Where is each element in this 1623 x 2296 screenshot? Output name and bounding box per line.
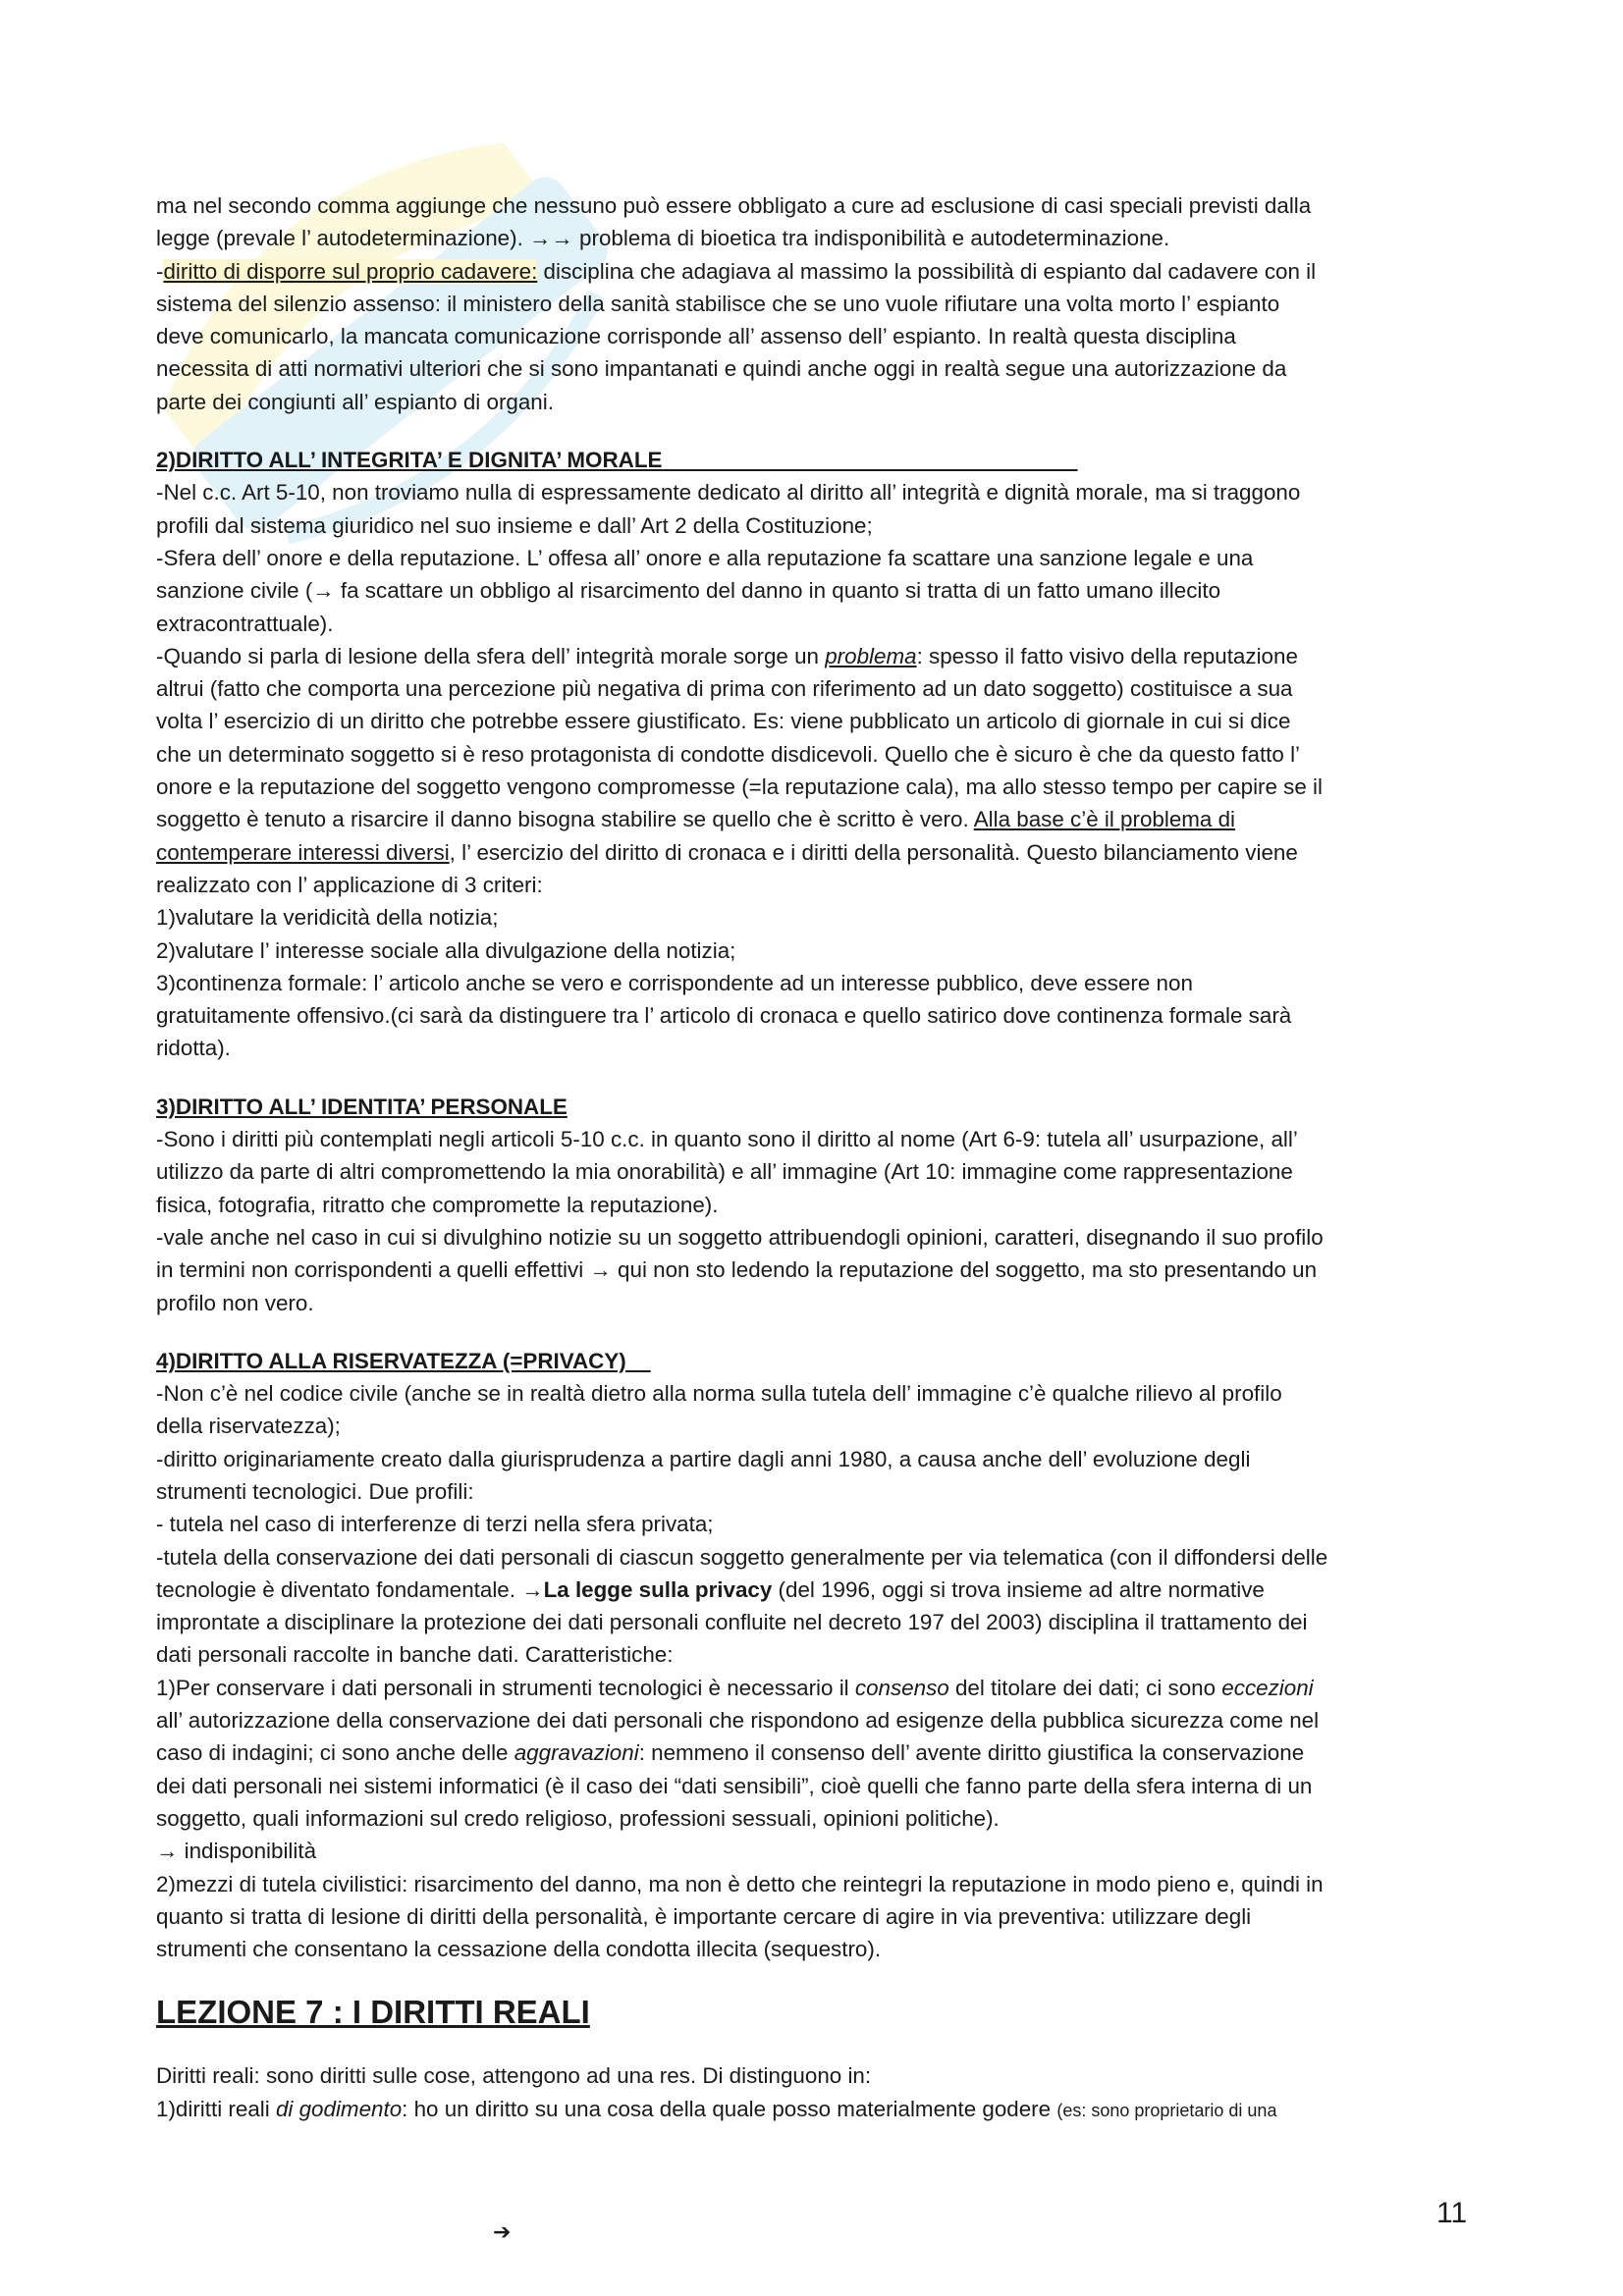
- text-line: all’ autorizzazione della conservazione dei dati personali che rispondono ad esigenze della pubblica sicurezza come nel: [156, 1708, 1320, 1734]
- text-line: che un determinato soggetto si è reso protagonista di condotte disdicevoli. Quello che è sicuro è che da questo fatto l’: [156, 741, 1301, 767]
- text-span: del titolare dei dati; ci sono: [948, 1675, 1222, 1700]
- underlined-phrase: diritto di disporre sul proprio cadavere:: [163, 258, 538, 284]
- text-line: -Non c’è nel codice civile (anche se in realtà dietro alla norma sulla tutela dell’ immagine c’è qualche rilievo al profilo: [156, 1381, 1282, 1407]
- text-line: realizzato con l’ applicazione di 3 criteri:: [156, 872, 543, 897]
- heading-text: 2)DIRITTO ALL’ INTEGRITA’ E DIGNITA’ MORALE: [156, 448, 663, 473]
- text-line: [156, 574, 1477, 607]
- text-line: [156, 1835, 1477, 1867]
- text-line: [156, 640, 1477, 672]
- text-span: : nemmeno il consenso dell’ avente diritto giustifica la conservazione: [638, 1740, 1305, 1766]
- text-line: Diritti reali: sono diritti sulle cose, attengono ad una res. Di distinguono in:: [156, 2063, 872, 2089]
- text-span: problema di bioetica tra indisponibilità e autodeterminazione.: [572, 226, 1170, 251]
- text-line: gratuitamente offensivo.(ci sarà da distinguere tra l’ articolo di cronaca e quello satirico dove continenza formale sarà: [156, 1003, 1292, 1029]
- page-number: 11: [1436, 2197, 1468, 2229]
- text-line: 1)valutare la veridicità della notizia;: [156, 905, 499, 931]
- arrow-icon: →: [156, 1839, 179, 1864]
- text-span: legge (prevale l’ autodeterminazione).: [156, 226, 530, 251]
- text-line: 2)valutare l’ interesse sociale alla divulgazione della notizia;: [156, 937, 736, 963]
- italic-phrase: di godimento: [275, 2096, 403, 2121]
- text-line: -Sfera dell’ onore e della reputazione. L’ offesa all’ onore e alla reputazione fa scattare una sanzione legale e una: [156, 545, 1254, 570]
- arrow-icon: →: [312, 578, 335, 604]
- arrow-icon: →: [521, 1576, 544, 1602]
- text-line: deve comunicarlo, la mancata comunicazione corrisponde all’ assenso dell’ espianto. In realtà questa disciplina: [156, 324, 1236, 349]
- text-line: -tutela della conservazione dei dati personali di ciascun soggetto generalmente per via telematica (con il diffondersi delle: [156, 1544, 1328, 1570]
- text-line: necessita di atti normativi ulteriori che si sono impantanati e quindi anche oggi in realtà segue una autorizzazione da: [156, 356, 1287, 382]
- text-span: , l’ esercizio del diritto di cronaca e i diritti della personalità. Questo bilanciamento viene: [449, 839, 1298, 865]
- text-span: 1)diritti reali: [156, 2096, 276, 2121]
- text-line: profili dal sistema giuridico nel suo insieme e dall’ Art 2 della Costituzione;: [156, 512, 873, 538]
- text-line: -Nel c.c. Art 5-10, non troviamo nulla di espressamente dedicato al diritto all’ integrità e dignità morale, ma si traggono: [156, 480, 1301, 506]
- text-span: qui non sto ledendo la reputazione del soggetto, ma sto presentando un: [611, 1257, 1318, 1283]
- text-line: -Sono i diritti più contemplati negli articoli 5-10 c.c. in quanto sono il diritto al nome (Art 6-9: tutela all’ usurpazione, all’: [156, 1127, 1298, 1152]
- text-line: volta l’ esercizio di un diritto che potrebbe essere giustificato. Es: viene pubblicato un articolo di giornale in cui si dice: [156, 709, 1291, 734]
- text-span: indisponibilità: [178, 1839, 317, 1864]
- underlined-phrase: contemperare interessi diversi: [156, 839, 450, 865]
- text-line: soggetto, quali informazioni sul credo religioso, professioni sessuali, opinioni politiche).: [156, 1805, 1000, 1831]
- text-line: 3)continenza formale: l’ articolo anche se vero e corrispondente ad un interesse pubblico, deve essere non: [156, 970, 1193, 995]
- text-line: [156, 1672, 1477, 1704]
- text-line: improntate a disciplinare la protezione dei dati personali confluite nel decreto 197 del 2003) disciplina il trattamento dei: [156, 1610, 1308, 1635]
- text-line: fisica, fotografia, ritratto che compromette la reputazione).: [156, 1192, 719, 1217]
- text-line: - tutela nel caso di interferenze di terzi nella sfera privata;: [156, 1512, 714, 1537]
- section-heading: [156, 444, 1477, 476]
- text-line: altrui (fatto che comporta una percezione più negativa di prima con riferimento ad un dato soggetto) costituisce a sua: [156, 676, 1293, 702]
- page-body: [156, 189, 1477, 2127]
- text-span: -Quando si parla di lesione della sfera dell’ integrità morale sorge un: [156, 643, 826, 668]
- text-line: della riservatezza);: [156, 1414, 341, 1439]
- arrow-icon: →: [589, 1257, 612, 1283]
- text-line: -diritto originariamente creato dalla giurisprudenza a partire dagli anni 1980, a causa anche dell’ evoluzione degli: [156, 1446, 1251, 1471]
- text-line: utilizzo da parte di altri compromettendo la mia onorabilità) e all’ immagine (Art 10: immagine come rappresentazione: [156, 1159, 1293, 1185]
- section-heading: [156, 1345, 1477, 1377]
- text-span: tecnologie è diventato fondamentale.: [156, 1576, 522, 1602]
- text-line: sistema del silenzio assenso: il ministero della sanità stabilisce che se uno vuole rifiutare una volta morto l’ espianto: [156, 291, 1280, 316]
- text-line: [156, 255, 1477, 288]
- text-line: dei dati personali nei sistemi informatici (è il caso dei “dati sensibili”, cioè quelli che fanno parte della sfera interna di un: [156, 1773, 1313, 1798]
- text-span: in termini non corrispondenti a quelli effettivi: [156, 1257, 590, 1283]
- italic-phrase: aggravazioni: [514, 1740, 639, 1766]
- italic-phrase: eccezioni: [1221, 1675, 1314, 1700]
- underlined-phrase: Alla base c’è il problema di: [973, 807, 1236, 832]
- text-line: extracontrattuale).: [156, 611, 334, 636]
- text-span: : ho un diritto su una cosa della quale posso materialmente godere: [402, 2096, 1057, 2121]
- text-line: strumenti che consentano la cessazione della condotta illecita (sequestro).: [156, 1937, 882, 1962]
- text-line: [156, 1574, 1477, 1606]
- text-span: : spesso il fatto visivo della reputazione: [916, 643, 1298, 668]
- text-line: [156, 2093, 1477, 2127]
- text-line: ridotta).: [156, 1036, 231, 1061]
- heading-text: 4)DIRITTO ALLA RISERVATEZZA (=PRIVACY): [156, 1348, 626, 1373]
- double-arrow-icon: →→: [529, 226, 573, 251]
- text-line: strumenti tecnologici. Due profili:: [156, 1478, 474, 1504]
- text-line: parte dei congiunti all’ espianto di organi.: [156, 389, 554, 414]
- italic-phrase: consenso: [854, 1675, 949, 1700]
- text-line: [156, 1254, 1477, 1286]
- emphasized-word: problema: [825, 643, 917, 668]
- text-span: sanzione civile (: [156, 578, 313, 604]
- section-heading: 3)DIRITTO ALL’ IDENTITA’ PERSONALE: [156, 1094, 568, 1119]
- text-line: [156, 803, 1477, 835]
- text-span: -: [156, 258, 164, 284]
- small-text: (es: sono proprietario di una: [1056, 2100, 1277, 2120]
- text-line: [156, 1736, 1477, 1769]
- bold-phrase: La legge sulla privacy: [543, 1576, 773, 1602]
- text-line: onore e la reputazione del soggetto vengono compromesse (=la reputazione cala), ma allo stesso tempo per capire se il: [156, 774, 1324, 800]
- text-line: profilo non vero.: [156, 1290, 314, 1315]
- footer-arrow-icon: ➔: [493, 2219, 512, 2244]
- text-line: [156, 836, 1477, 869]
- text-line: [156, 222, 1477, 254]
- text-line: -vale anche nel caso in cui si divulghino notizie su un soggetto attribuendogli opinioni, caratteri, disegnando il suo profilo: [156, 1224, 1324, 1250]
- text-line: dati personali raccolte in banche dati. Caratteristiche:: [156, 1642, 674, 1668]
- text-line: ma nel secondo comma aggiunge che nessuno può essere obbligato a cure ad esclusione di casi speciali previsti dalla: [156, 193, 1312, 218]
- lesson-title: LEZIONE 7 : I DIRITTI REALI: [156, 1994, 590, 2031]
- text-span: caso di indagini; ci sono anche delle: [156, 1740, 514, 1766]
- text-span: 1)Per conservare i dati personali in strumenti tecnologici è necessario il: [156, 1675, 855, 1700]
- text-span: soggetto è tenuto a risarcire il danno bisogna stabilire se quello che è scritto è vero.: [156, 807, 974, 832]
- text-span: disciplina che adagiava al massimo la possibilità di espianto dal cadavere con il: [537, 258, 1317, 284]
- text-line: quanto si tratta di lesione di diritti della personalità, è importante cercare di agire in via preventiva: utilizzare degli: [156, 1903, 1252, 1929]
- text-line: 2)mezzi di tutela civilistici: risarcimento del danno, ma non è detto che reintegri la reputazione in modo pieno e, quindi in: [156, 1871, 1324, 1896]
- text-span: fa scattare un obbligo al risarcimento del danno in quanto si tratta di un fatto umano illecito: [334, 578, 1221, 604]
- text-span: (del 1996, oggi si trova insieme ad altre normative: [772, 1576, 1265, 1602]
